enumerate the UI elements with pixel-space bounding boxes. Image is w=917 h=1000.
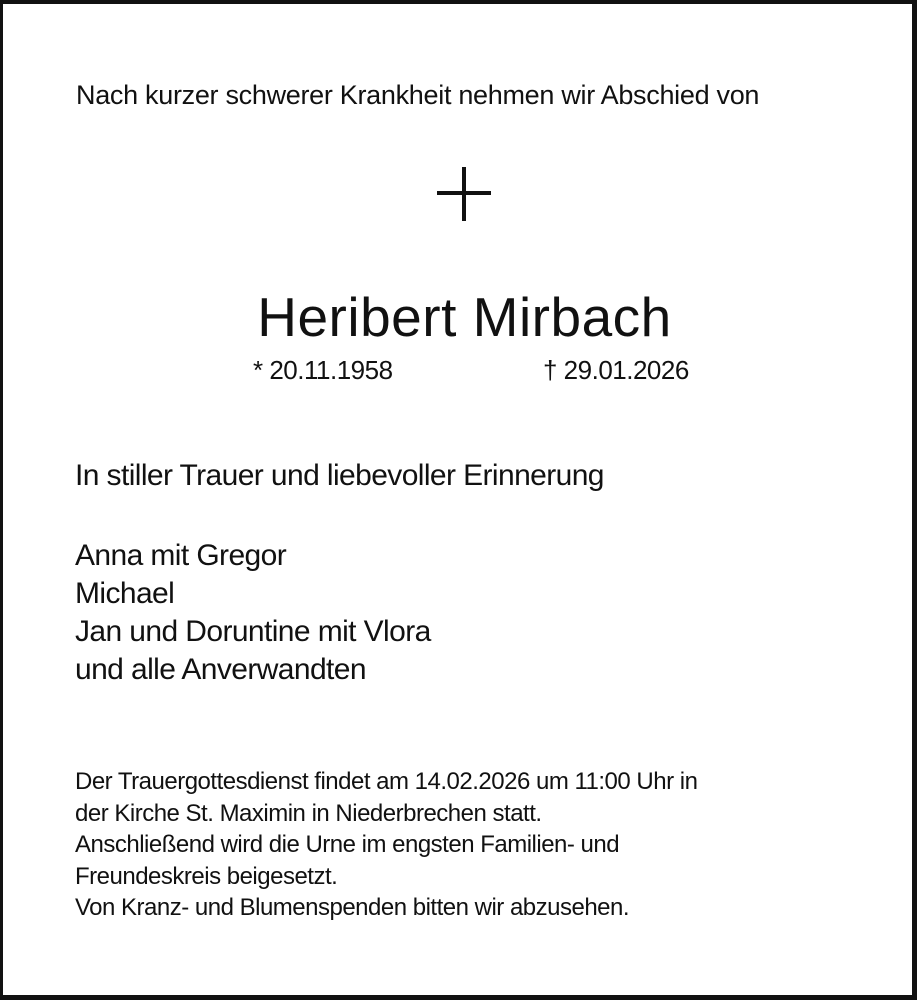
mourning-line: In stiller Trauer und liebevoller Erinnerung bbox=[75, 459, 604, 492]
notice-line: Freundeskreis beigesetzt. bbox=[75, 862, 338, 890]
notice-line: der Kirche St. Maximin in Niederbrechen statt. bbox=[75, 799, 542, 827]
notice-line: Der Trauergottesdienst findet am 14.02.2026 um 11:00 Uhr in bbox=[75, 768, 698, 795]
intro-text: Nach kurzer schwerer Krankheit nehmen wir Abschied von bbox=[76, 80, 760, 110]
service-notice bbox=[75, 766, 697, 924]
family-member: Jan und Doruntine mit Vlora bbox=[75, 615, 431, 648]
deceased-name: Heribert Mirbach bbox=[257, 286, 672, 348]
notice-line: Von Kranz- und Blumenspenden bitten wir abzusehen. bbox=[75, 894, 630, 921]
family-member: Michael bbox=[75, 577, 175, 610]
cross-horizontal-bar bbox=[437, 191, 491, 195]
death-date: † 29.01.2026 bbox=[543, 355, 689, 385]
family-member: und alle Anverwandten bbox=[75, 653, 366, 686]
family-list bbox=[75, 537, 431, 689]
notice-line: Anschließend wird die Urne im engsten Familien- und bbox=[75, 831, 620, 858]
cross-icon bbox=[437, 167, 491, 221]
family-member: Anna mit Gregor bbox=[75, 539, 287, 572]
birth-date: * 20.11.1958 bbox=[253, 355, 393, 385]
